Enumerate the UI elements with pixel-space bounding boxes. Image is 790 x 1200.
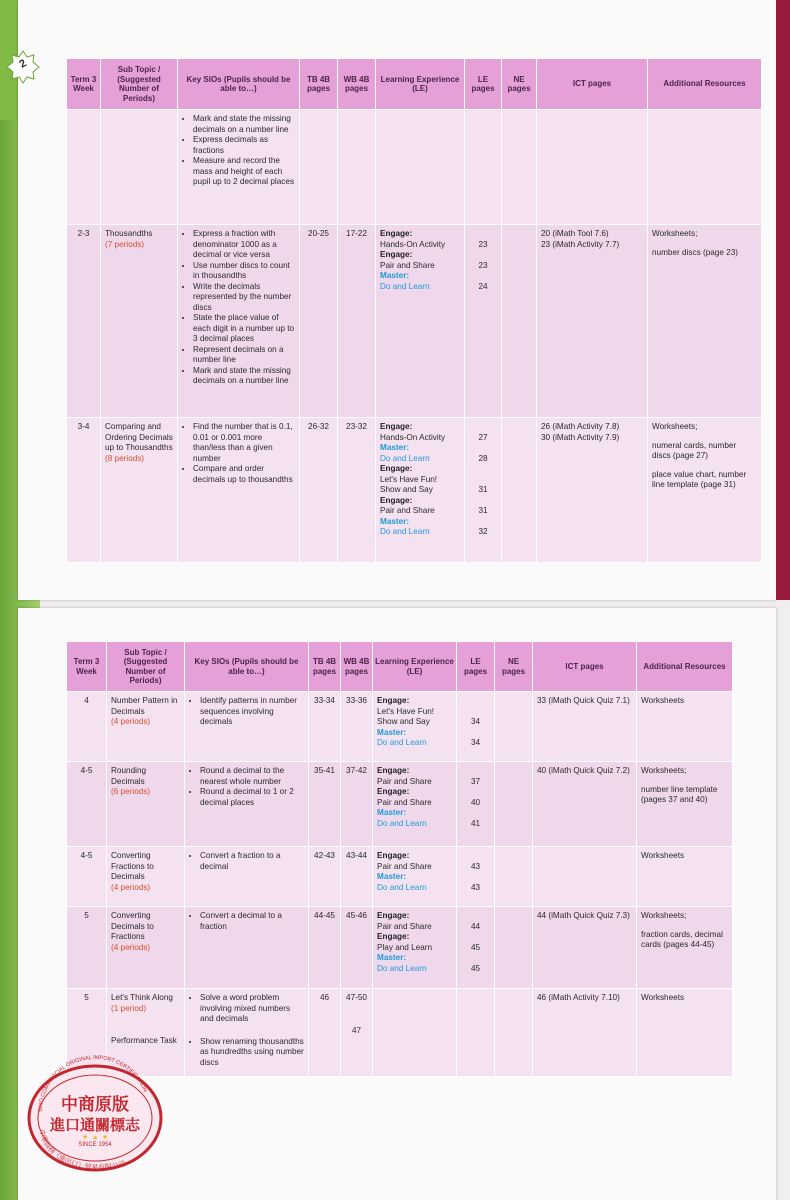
le-engage-label: Engage: [377,932,410,941]
wb-pages-cell [338,225,376,418]
wb-pages-secondary: 47 [351,1025,362,1035]
le-activity: Pair and Share [380,506,435,515]
subtopic-periods: (4 periods) [111,717,151,726]
table-row [67,418,762,563]
stamp-star-icon: ★ [92,1135,99,1142]
ict-entry: 44 (iMath Quick Quiz 7.3) [537,911,630,920]
le-page-value [469,475,497,486]
table-row [67,847,733,907]
le-activity: Pair and Share [380,260,435,270]
subtopic-cell [107,692,185,762]
tb-pages-value: 42-43 [314,851,335,860]
table-row [67,225,762,418]
header-key-sios: Key SIOs (Pupils should be able to…) [185,642,309,692]
subtopic-title-secondary: Performance Task [111,1036,177,1045]
le-page-value: 45 [470,963,481,973]
le-page-value [461,696,490,707]
le-page-value: 31 [478,485,488,494]
le-activity: Show and Say [377,717,430,726]
le-page-value: 40 [470,797,481,807]
resource-entry: place value chart, number line template (page 31) [652,469,747,489]
sio-list [189,911,304,932]
header-additional-resources: Additional Resources [648,59,762,110]
sio-list [182,229,295,387]
sio-item: • Solve a word problem involving mixed numbers and decimals [200,993,304,1025]
header-term: Term 3 Week [67,59,101,110]
stamp-since: SINCE 1954 [78,1142,112,1148]
additional-resources-cell [648,418,762,563]
key-sios-cell [185,989,309,1077]
le-page-value [469,250,497,261]
week-value: 4 [84,696,89,705]
ne-pages-cell [495,847,533,907]
sio-item: • Convert a fraction to a decimal [200,851,304,872]
wb-pages-cell [341,847,373,907]
le-page-value: 32 [478,527,488,536]
ict-pages-cell [533,847,637,907]
learning-experience-cell [376,418,465,563]
le-activity: Hands-On Activity [380,239,446,249]
sio-item: • Express decimals as fractions [193,135,295,156]
le-page-value: 43 [470,861,481,871]
le-master-label: Master: [377,872,407,881]
week-value: 5 [84,911,89,920]
wb-pages-value: 37-42 [346,766,367,775]
ict-pages-cell [533,692,637,762]
wb-pages-cell [341,692,373,762]
ne-pages-cell [495,762,533,847]
header-ict-pages: ICT pages [537,59,648,110]
page-number-badge [6,50,40,84]
le-engage-label: Engage: [380,464,413,473]
table-row [67,692,733,762]
le-page-value [461,851,490,862]
subtopic-cell [107,907,185,989]
le-engage-label: Engage: [380,495,413,505]
wb-pages-value: 47-50 [346,993,367,1002]
le-activity: Do and Learn [380,453,430,463]
subtopic-periods: (1 period) [111,1003,147,1013]
header-term: Term 3 Week [67,642,107,692]
ict-pages-cell [533,989,637,1077]
subtopic-title: Comparing and Ordering Decimals up to Thousandths [105,422,173,452]
le-activity: Do and Learn [377,818,427,828]
le-page-value: 37 [470,776,481,786]
learning-experience-cell [373,989,457,1077]
le-page-value [461,766,490,777]
sio-item: • Represent decimals on a number line [193,345,295,366]
le-activity: Pair and Share [377,861,432,871]
sio-list [189,851,304,872]
le-page-value [461,787,490,798]
le-page-value [461,707,490,718]
spacer [345,1004,368,1026]
table-header-row [67,59,762,110]
additional-resources-cell [637,907,733,989]
sio-item: • Mark and state the missing decimals on a number line [193,366,295,387]
week-cell [67,907,107,989]
stamp-line2: 進口通關標志 [49,1116,141,1134]
le-page-value: 34 [470,717,481,726]
learning-experience-cell [376,110,465,225]
le-page-value [469,229,497,240]
le-activity: Do and Learn [380,281,430,291]
sio-item: • Measure and record the mass and height of each pupil up to 2 decimal places [193,156,295,188]
le-engage-label: Engage: [380,250,413,259]
week-cell [67,692,107,762]
le-page-value [461,872,490,883]
week-cell [67,225,101,418]
le-page-value [469,464,497,475]
ne-pages-cell [495,692,533,762]
header-le-pages: LE pages [457,642,495,692]
week-value: 2-3 [77,229,90,238]
sio-item: • Use number discs to count in thousandths [193,261,295,282]
tb-pages-value: 44-45 [314,911,335,920]
wb-pages-cell [338,110,376,225]
spacer [652,240,757,248]
wb-pages-cell [341,989,373,1077]
sio-item: • Round a decimal to 1 or 2 decimal places [200,787,304,808]
table-header-row [67,642,733,692]
le-engage-label: Engage: [377,696,410,705]
le-activity: Do and Learn [377,882,427,892]
ict-entry: 26 (iMath Activity 7.8) [541,422,620,431]
header-ne-pages: NE pages [502,59,537,110]
le-engage-label: Engage: [377,787,410,796]
header-key-sios: Key SIOs (Pupils should be able to…) [178,59,300,110]
le-page-value: 27 [478,432,488,442]
le-page-value: 34 [470,738,481,747]
tb-pages-cell [309,847,341,907]
le-page-value: 31 [478,506,488,515]
sio-item: • State the place value of each digit in a number up to 3 decimal places [193,313,295,345]
week-value: 4-5 [80,766,93,775]
additional-resources-cell [648,110,762,225]
learning-experience-cell [376,225,465,418]
le-page-value [461,728,490,739]
table-row [67,907,733,989]
ict-entry: 33 (iMath Quick Quiz 7.1) [537,696,630,705]
header-subtopic: Sub Topic / (Suggested Number of Periods) [101,59,178,110]
le-page-value [469,271,497,282]
header-tb-pages: TB 4B pages [309,642,341,692]
le-engage-label: Engage: [377,766,410,775]
sio-item: • Round a decimal to the nearest whole number [200,766,304,787]
spacer [111,1014,180,1036]
additional-resources-cell [637,762,733,847]
header-le-pages: LE pages [465,59,502,110]
header-wb-pages: WB 4B pages [338,59,376,110]
le-engage-label: Engage: [377,911,410,920]
subtopic-title: Number Pattern in Decimals [111,696,178,716]
additional-resources-cell [637,989,733,1077]
week-value: 4-5 [80,851,93,860]
le-page-value: 45 [470,942,481,952]
le-engage-label: Engage: [380,229,413,238]
le-page-value [461,932,490,943]
stamp-bottom-text: 中華商務（進出口）貿易有限公司 [37,1129,127,1172]
right-edge-decoration [776,0,790,600]
sio-item: • Mark and state the missing decimals on a number line [193,114,295,135]
sio-list [189,696,304,728]
le-page-value: 23 [478,260,488,270]
le-master-label: Master: [380,271,410,280]
le-master-label: Master: [380,443,410,452]
resource-entry: Worksheets [641,993,685,1002]
ict-pages-cell [537,110,648,225]
table-row [67,110,762,225]
scheme-table-bottom [66,641,733,1077]
resource-entry: fraction cards, decimal cards (pages 44-45) [641,929,723,949]
key-sios-cell [185,907,309,989]
subtopic-periods: (4 periods) [111,942,151,952]
sio-list [182,114,295,188]
ne-pages-cell [502,110,537,225]
additional-resources-cell [648,225,762,418]
tb-pages-cell [309,692,341,762]
learning-experience-cell [373,847,457,907]
resource-entry: Worksheets [641,696,685,705]
additional-resources-cell [637,692,733,762]
subtopic-cell [107,847,185,907]
ict-entry: 40 (iMath Quick Quiz 7.2) [537,766,630,775]
header-learning-experience: Learning Experience (LE) [373,642,457,692]
subtopic-title: Let's Think Along [111,993,173,1002]
week-cell [67,847,107,907]
le-page-value [461,808,490,819]
ict-entry: 30 (iMath Activity 7.9) [541,432,620,442]
sio-item: • Identify patterns in number sequences involving decimals [200,696,304,728]
tb-pages-cell [309,989,341,1077]
header-subtopic: Sub Topic / (Suggested Number of Periods) [107,642,185,692]
wb-pages-cell [341,762,373,847]
ict-entry: 23 (iMath Activity 7.7) [541,239,620,249]
subtopic-periods: (7 periods) [105,239,145,249]
le-activity: Pair and Share [377,776,432,786]
le-page-value [469,517,497,528]
le-activity: Show and Say [380,485,433,494]
le-pages-cell [457,762,495,847]
tb-pages-value: 35-41 [314,766,335,775]
ict-pages-cell [533,762,637,847]
wb-pages-value: 33-36 [346,696,367,705]
le-pages-cell [465,225,502,418]
subtopic-periods: (8 periods) [105,453,145,463]
week-cell [67,110,101,225]
key-sios-cell [178,418,300,563]
le-page-value [461,911,490,922]
le-page-value [469,496,497,507]
learning-experience-cell [373,762,457,847]
stamp-seal-icon [20,1040,170,1180]
learning-experience-cell [373,907,457,989]
resource-entry: Worksheets [641,851,685,860]
resource-entry: number line template (pages 37 and 40) [641,784,718,804]
week-value: 5 [84,993,89,1002]
subtopic-cell [101,418,178,563]
resource-entry: Worksheets; [652,422,698,431]
subtopic-title: Converting Fractions to Decimals [111,851,154,881]
subtopic-periods: (4 periods) [111,882,151,892]
le-pages-cell [465,418,502,563]
le-activity: Pair and Share [377,921,432,931]
le-engage-label: Engage: [377,851,410,860]
le-master-label: Master: [377,953,407,962]
le-activity: Do and Learn [377,963,427,973]
le-page-value: 23 [478,239,488,249]
page-number: 2 [17,57,29,71]
le-pages-cell [457,692,495,762]
sio-item: • Express a fraction with denominator 1000 as a decimal or vice versa [193,229,295,261]
sio-item: • Find the number that is 0.1, 0.01 or 0.001 more than/less than a given number [193,422,295,464]
header-learning-experience: Learning Experience (LE) [376,59,465,110]
subtopic-title: Rounding Decimals [111,766,147,786]
le-pages-cell [457,989,495,1077]
le-pages-cell [457,907,495,989]
header-ict-pages: ICT pages [533,642,637,692]
ne-pages-cell [502,225,537,418]
tb-pages-value: 20-25 [308,229,329,238]
le-engage-label: Engage: [380,422,413,431]
tb-pages-cell [300,225,338,418]
header-tb-pages: TB 4B pages [300,59,338,110]
scheme-table-top [66,58,762,563]
subtopic-cell [107,762,185,847]
le-page-value [461,953,490,964]
le-activity: Let's Have Fun! [380,474,438,484]
ne-pages-cell [495,989,533,1077]
spacer [652,433,757,441]
ict-pages-cell [537,418,648,563]
table-row [67,762,733,847]
le-master-label: Master: [377,808,407,817]
le-activity: Do and Learn [380,527,430,536]
tb-pages-cell [300,418,338,563]
resource-entry: number discs (page 23) [652,247,739,257]
key-sios-cell [185,762,309,847]
le-page-value [469,422,497,433]
key-sios-cell [185,847,309,907]
le-activity: Play and Learn [377,942,433,952]
stamp-star-icon: ★ [82,1134,89,1141]
stamp-arc-text: SINO COMMERCIAL ORIGINAL IMPORT CERTIFICATION [37,1054,148,1113]
week-value: 3-4 [77,422,90,431]
additional-resources-cell [637,847,733,907]
header-ne-pages: NE pages [495,642,533,692]
resource-entry: numeral cards, number discs (page 27) [652,440,737,460]
spacer [641,777,728,785]
le-master-label: Master: [377,727,407,737]
spacer [652,462,757,470]
wb-pages-value: 45-46 [346,911,367,920]
subtopic-title: Converting Decimals to Fractions [111,911,154,941]
sio-item: • Convert a decimal to a fraction [200,911,304,932]
le-page-value: 28 [478,453,488,463]
le-activity: Do and Learn [377,738,427,747]
sio-item: • Compare and order decimals up to thousandths [193,464,295,485]
le-pages-cell [457,847,495,907]
le-master-label: Master: [380,516,410,526]
le-page-value: 44 [470,921,481,931]
key-sios-cell [178,225,300,418]
le-activity: Let's Have Fun! [377,706,435,716]
sio-list [189,993,304,1068]
week-cell [67,762,107,847]
le-activity: Pair and Share [377,797,432,807]
tb-pages-value: 26-32 [308,422,329,431]
wb-pages-cell [338,418,376,563]
header-additional-resources: Additional Resources [637,642,733,692]
sio-item: • Write the decimals represented by the number discs [193,282,295,314]
subtopic-cell [101,110,178,225]
key-sios-cell [185,692,309,762]
tb-pages-cell [309,907,341,989]
le-pages-cell [465,110,502,225]
ne-pages-cell [502,418,537,563]
sio-list [182,422,295,485]
le-page-value: 24 [478,281,488,291]
le-page-value: 43 [470,882,481,892]
subtopic-periods: (6 periods) [111,787,151,796]
import-certification-stamp [20,1040,170,1180]
ict-entry: 20 (iMath Tool 7.6) [541,229,609,238]
le-activity: Hands-On Activity [380,432,446,442]
subtopic-title: Thousandths [105,229,153,238]
resource-entry: Worksheets; [652,229,698,238]
wb-pages-value: 17-22 [346,229,367,238]
spacer [641,922,728,930]
tb-pages-value: 46 [319,993,330,1002]
wb-pages-value: 43-44 [346,851,367,860]
le-page-value: 41 [470,818,481,828]
tb-pages-cell [309,762,341,847]
key-sios-cell [178,110,300,225]
resource-entry: Worksheets; [641,911,687,920]
week-cell [67,418,101,563]
header-wb-pages: WB 4B pages [341,642,373,692]
le-page-value [469,443,497,454]
subtopic-cell [101,225,178,418]
ict-pages-cell [533,907,637,989]
resource-entry: Worksheets; [641,766,687,775]
learning-experience-cell [373,692,457,762]
wb-pages-cell [341,907,373,989]
sio-list [189,766,304,808]
stamp-line1: 中商原版 [61,1095,129,1115]
stamp-star-icon: ★ [102,1134,109,1141]
sio-item: • Show renaming thousandths as hundredths using number discs [200,1037,304,1069]
wb-pages-value: 23-32 [346,422,367,431]
ict-pages-cell [537,225,648,418]
tb-pages-cell [300,110,338,225]
tb-pages-value: 33-34 [314,696,335,705]
ne-pages-cell [495,907,533,989]
ict-entry: 46 (iMath Activity 7.10) [537,993,620,1002]
